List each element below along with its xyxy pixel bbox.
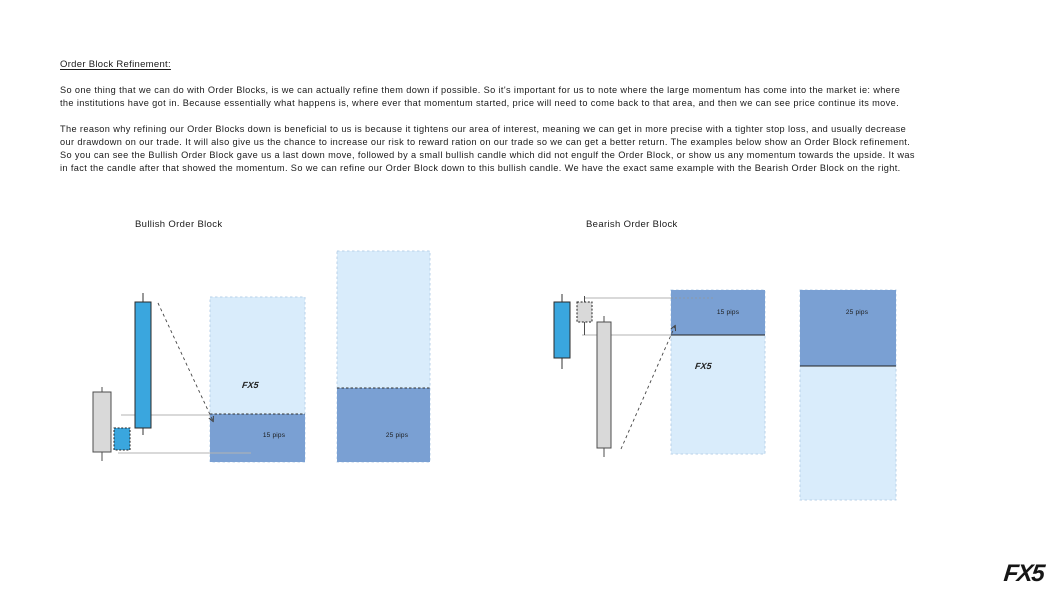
brand-logo-text: FX5: [1002, 560, 1045, 587]
paragraph-line: So you can see the Bullish Order Block gave us a last down move, followed by a small bullish candle which did not engulf the Order Block, or show us any momentum towards the upside. It was: [60, 149, 915, 160]
bearish-refined-zone-label: 15 pips: [716, 309, 740, 316]
bearish-move-candle: [93, 387, 111, 461]
candle-body: [135, 302, 151, 428]
watermark-logo: FX5: [694, 361, 713, 371]
paragraph-line: So one thing that we can do with Order Blocks, is we can actually refine them down if possible. So it's important for us to note where the large momentum has come into the market ie: where: [60, 85, 901, 95]
bearish-original-zone-label: 25 pips: [845, 309, 869, 316]
paragraph-line: in fact the candle after that showed the momentum. So we can refine our Order Block down to this bullish candle. We have the exact same example with the Bearish Order Block on the right.: [60, 162, 901, 173]
candle-body: [597, 322, 611, 448]
bearish-diagram-title: Bearish Order Block: [586, 219, 678, 230]
bullish-refined-ob-candle: [114, 428, 130, 450]
bearish-momentum-candle: [597, 316, 611, 457]
bullish-refined-zone-label: 15 pips: [262, 432, 286, 439]
paragraph-line: the institutions have got in. Because essentially what happens is, where ever that momentum started, price will need to come back to that area, and then we can see price continue its move.: [60, 97, 900, 108]
bullish-original-zone-entry: [337, 388, 430, 462]
bullish-original-zone-label: 25 pips: [385, 432, 409, 439]
candle-body: [577, 302, 592, 322]
candle-body: [114, 428, 130, 450]
bullish-diagram-title: Bullish Order Block: [135, 219, 223, 230]
brand-logo: [1002, 557, 1052, 589]
bearish-diagram: [554, 290, 896, 500]
bullish-move-candle: [554, 294, 570, 369]
candle-body: [93, 392, 111, 452]
bearish-original-zone-entry: [800, 290, 896, 366]
candle-body: [554, 302, 570, 358]
bullish-momentum-candle: [135, 293, 151, 435]
paragraph-line: The reason why refining our Order Blocks down is beneficial to us is because it tightens our area of interest, meaning we can get in more precise with a tighter stop loss, and usually decrease: [60, 124, 907, 134]
bullish-refinement-arrow: [158, 303, 213, 421]
page-title: Order Block Refinement:: [60, 59, 171, 70]
bullish-refined-zone-entry: [210, 414, 305, 462]
bearish-refined-ob-candle: [577, 296, 592, 335]
paragraph-line: our drawdown on our trade. It will also give us the chance to increase our risk to reward ration on our trade so we can get a better return. The examples below show an Order Block refinement.: [60, 136, 911, 147]
watermark-logo: FX5: [241, 380, 260, 390]
bullish-diagram: [93, 251, 430, 462]
bearish-refinement-arrow: [621, 326, 675, 449]
